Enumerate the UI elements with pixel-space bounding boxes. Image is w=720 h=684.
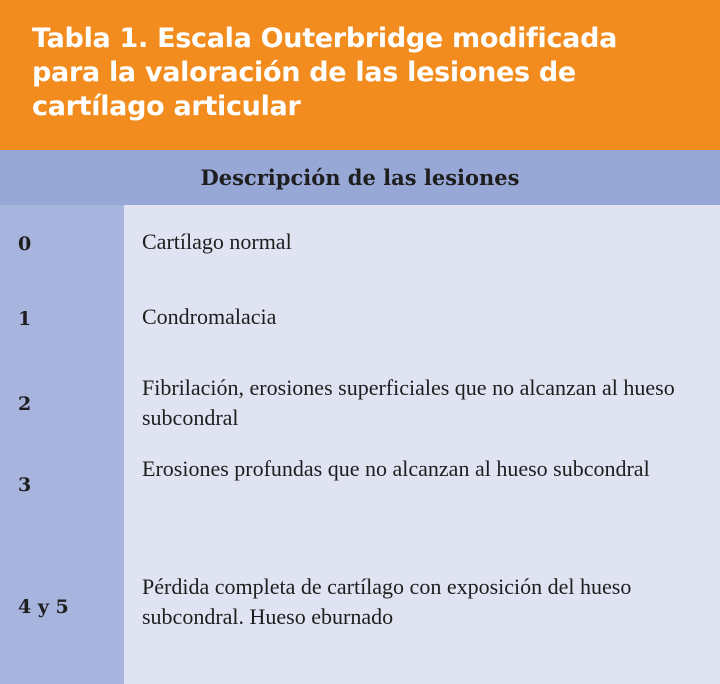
grade-cell: 2 (18, 393, 32, 415)
title-bar (0, 0, 720, 150)
grade-cell: 4 y 5 (18, 596, 69, 618)
grade-cell: 3 (18, 474, 32, 496)
description-cell: Condromalacia (142, 304, 277, 329)
description-cell: Pérdida completa de cartílago con exposición del hueso subcondral. Hueso eburnado (142, 574, 632, 629)
description-cell: Fibrilación, erosiones superficiales que no alcanzan al hueso subcondral (142, 375, 675, 430)
grade-cell: 0 (18, 233, 32, 255)
description-cell: Erosiones profundas que no alcanzan al hueso subcondral (142, 456, 650, 481)
table-title: Tabla 1. Escala Outerbridge modificada para la valoración de las lesiones de cartílago articular (32, 23, 618, 122)
header-label: Descripción de las lesiones (200, 165, 520, 190)
grade-cell: 1 (18, 308, 32, 330)
description-cell: Cartílago normal (142, 229, 292, 254)
table-header (0, 150, 720, 205)
